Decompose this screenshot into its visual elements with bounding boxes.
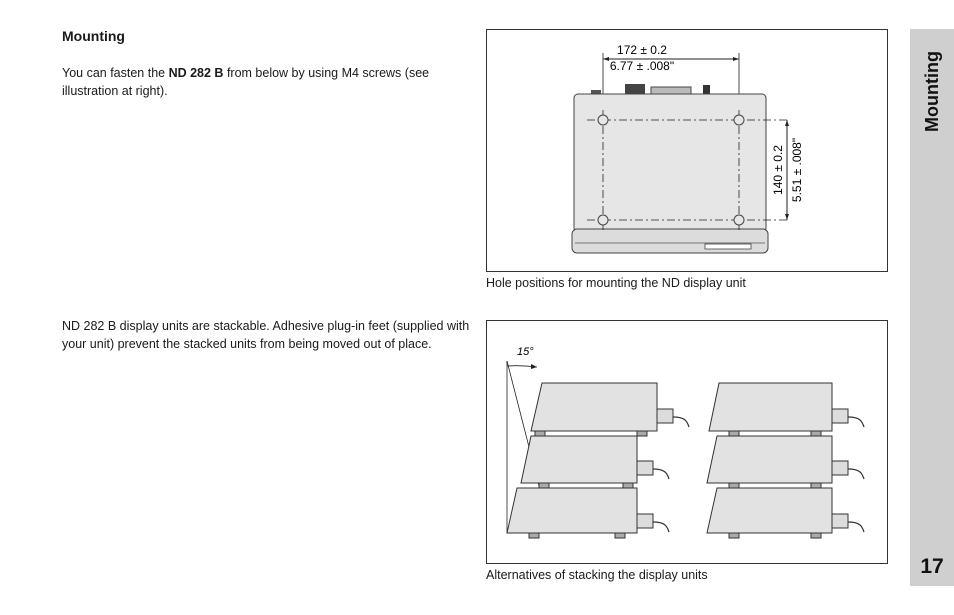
chapter-tab-title: Mounting (922, 51, 942, 132)
dim-width-mm: 172 ± 0.2 (617, 43, 667, 57)
mounting-paragraph (62, 65, 472, 100)
para1-text-pre: You can fasten the (62, 66, 169, 80)
left-stack (507, 383, 689, 538)
dim-height-mm: 140 ± 0.2 (771, 145, 785, 195)
hole-bottom-right (734, 215, 744, 225)
figure1-caption: Hole positions for mounting the ND display unit (486, 276, 746, 290)
right-stack (707, 383, 864, 538)
angle-label: 15° (517, 346, 534, 358)
para1-text-post: from below by using M4 screws (see illustration at right). (62, 66, 430, 98)
hole-positions-drawing (487, 30, 887, 271)
dim-width-in: 6.77 ± .008" (609, 59, 675, 73)
hole-positions-figure (486, 29, 888, 272)
section-heading: Mounting (62, 28, 125, 44)
dim-height-in: 5.51 ± .008" (790, 137, 804, 203)
stacking-figure (486, 320, 888, 564)
figure2-caption: Alternatives of stacking the display units (486, 568, 708, 582)
stacking-drawing (487, 321, 887, 563)
page-number: 17 (920, 555, 944, 578)
hole-bottom-left (598, 215, 608, 225)
hole-top-left (598, 115, 608, 125)
product-name: ND 282 B (168, 66, 224, 80)
stacking-paragraph: ND 282 B display units are stackable. Adhesive plug-in feet (supplied with your unit) prevent the stacked units from being moved out of place. (62, 319, 470, 351)
hole-top-right (734, 115, 744, 125)
